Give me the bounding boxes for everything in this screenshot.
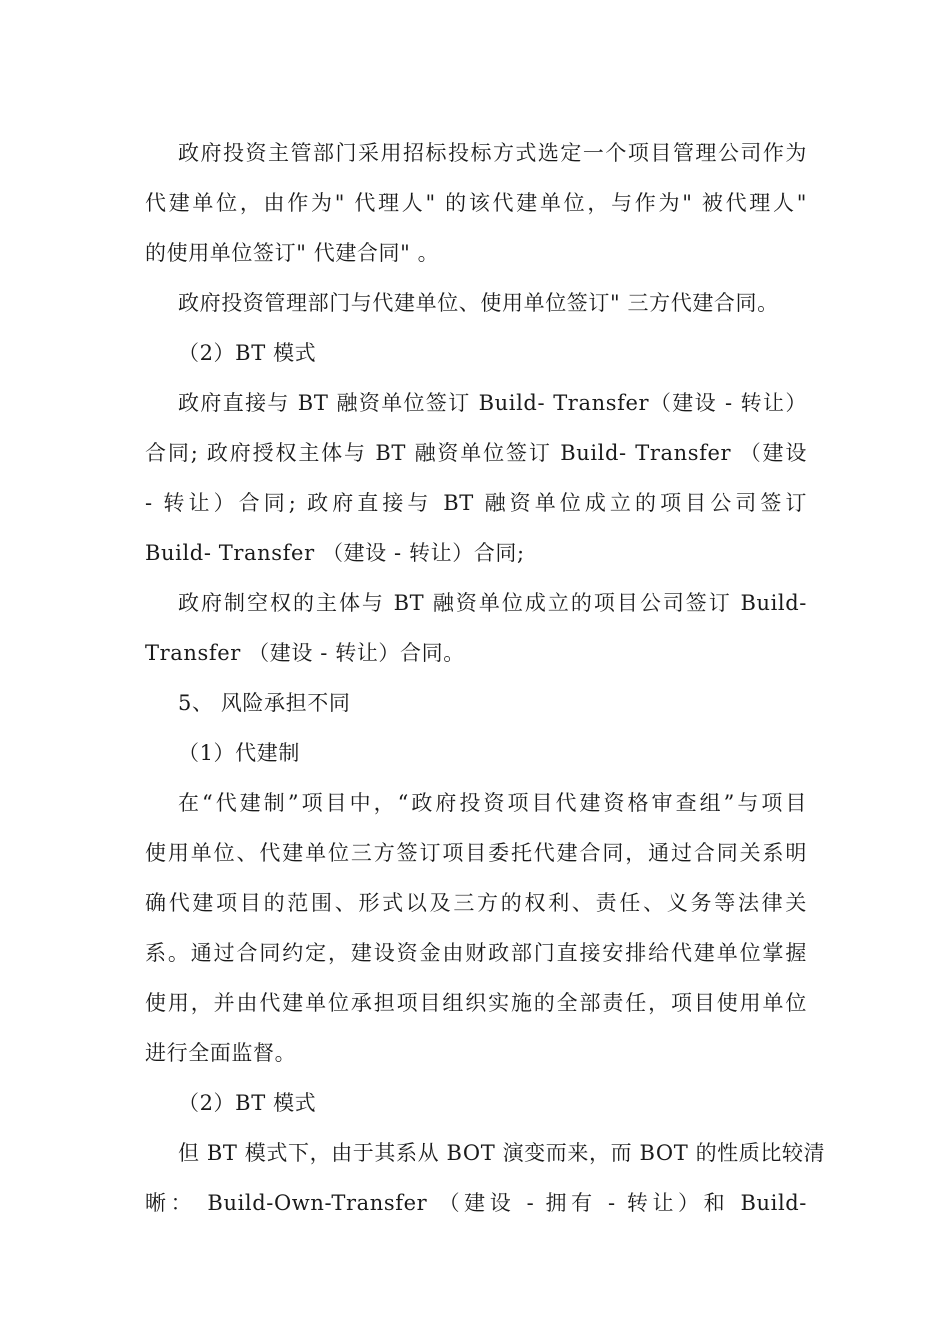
paragraph-line: Build- Transfer （建设 - 转让）合同; bbox=[145, 541, 525, 565]
paragraph-line: 合同; 政府授权主体与 BT 融资单位签订 Build- Transfer （建设 bbox=[145, 441, 807, 465]
paragraph-line: 使用，并由代建单位承担项目组织实施的全部责任，项目使用单位 bbox=[145, 991, 807, 1015]
section-heading: （1）代建制 bbox=[178, 741, 300, 765]
paragraph-line: 的使用单位签订" 代建合同" 。 bbox=[145, 241, 440, 265]
section-heading: （2）BT 模式 bbox=[178, 341, 317, 365]
paragraph-line: 确代建项目的范围、形式以及三方的权利、责任、义务等法律关 bbox=[145, 891, 807, 915]
paragraph-line: 但 BT 模式下，由于其系从 BOT 演变而来，而 BOT 的性质比较清 bbox=[178, 1141, 826, 1165]
paragraph-line: Transfer （建设 - 转让）合同。 bbox=[145, 641, 465, 665]
paragraph-line: 政府制空权的主体与 BT 融资单位成立的项目公司签订 Build- bbox=[178, 591, 807, 615]
paragraph-line: 政府投资主管部门采用招标投标方式选定一个项目管理公司作为 bbox=[178, 141, 807, 165]
paragraph-line: 进行全面监督。 bbox=[145, 1041, 297, 1065]
paragraph-line: 代建单位，由作为" 代理人" 的该代建单位，与作为" 被代理人" bbox=[145, 191, 807, 215]
paragraph-line: 系。通过合同约定，建设资金由财政部门直接安排给代建单位掌握 bbox=[145, 941, 807, 965]
paragraph-line: 在“代建制”项目中，“政府投资项目代建资格审查组”与项目 bbox=[178, 791, 807, 815]
paragraph-line: 使用单位、代建单位三方签订项目委托代建合同，通过合同关系明 bbox=[145, 841, 807, 865]
paragraph-line: - 转让）合同; 政府直接与 BT 融资单位成立的项目公司签订 bbox=[145, 491, 807, 515]
section-heading: 5、 风险承担不同 bbox=[178, 691, 351, 715]
section-heading: （2）BT 模式 bbox=[178, 1091, 317, 1115]
paragraph-line: 政府投资管理部门与代建单位、使用单位签订" 三方代建合同。 bbox=[178, 291, 779, 315]
paragraph-line: 政府直接与 BT 融资单位签订 Build- Transfer（建设 - 转让） bbox=[178, 391, 807, 415]
paragraph-line: 晰： Build-Own-Transfer （建设 - 拥有 - 转让）和 Build- bbox=[145, 1191, 807, 1215]
